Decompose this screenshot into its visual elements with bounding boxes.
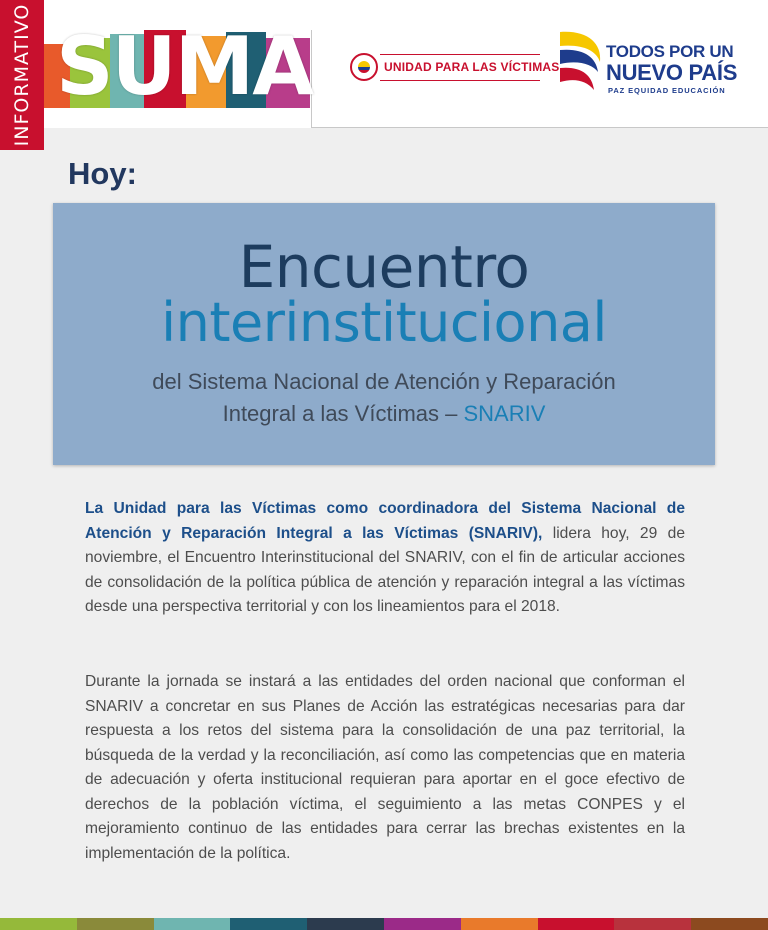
- color-bar-segment: [461, 918, 538, 930]
- unidad-rule-top: [380, 54, 540, 55]
- banner-subtitle-line1: del Sistema Nacional de Atención y Reparación: [152, 369, 616, 394]
- banner-subtitle-text: Integral a las Víctimas –: [222, 401, 464, 426]
- header: [0, 0, 768, 128]
- unidad-rule-bottom: [380, 80, 540, 81]
- hoy-heading: Hoy:: [68, 156, 137, 191]
- color-bar-segment: [77, 918, 154, 930]
- banner-subtitle-line2: [53, 401, 715, 427]
- bottom-color-bar: [0, 918, 768, 930]
- todos-line3: PAZ EQUIDAD EDUCACIÓN: [608, 86, 726, 95]
- suma-wordmark: SUMA: [56, 20, 313, 113]
- colombia-seal-icon: [350, 53, 378, 81]
- header-divider-horizontal: [311, 127, 768, 128]
- color-bar-segment: [230, 918, 307, 930]
- flag-swoosh-icon: [556, 28, 606, 100]
- color-bar-segment: [307, 918, 384, 930]
- snariv-highlight: SNARIV: [463, 401, 546, 426]
- unidad-victimas-logo: [350, 50, 560, 86]
- color-bar-segment: [614, 918, 691, 930]
- paragraph-1-lead: La Unidad para las Víctimas como coordinadora del Sistema Nacional de Atención y Reparación Integral a las Víctimas (SNARIV),: [85, 500, 685, 542]
- todos-line1: TODOS POR UN: [606, 42, 734, 61]
- event-banner: [53, 203, 715, 465]
- banner-title-line1: Encuentro: [238, 233, 530, 301]
- todos-line2: NUEVO PAÍS: [606, 60, 738, 85]
- banner-title-line2: interinstitucional: [161, 291, 607, 354]
- color-bar-segment: [691, 918, 768, 930]
- color-bar-segment: [0, 918, 77, 930]
- color-bar-segment: [538, 918, 615, 930]
- paragraph-1: [85, 497, 685, 620]
- todos-por-un-nuevo-pais-logo: [556, 28, 756, 104]
- color-bar-segment: [384, 918, 461, 930]
- paragraph-1-rest: lidera hoy, 29 de noviembre, el Encuentro Interinstitucional del SNARIV, con el fin de articular acciones de consolidación de la política pública de atención y reparación integral a las víctimas desde una perspectiva territorial y con los lineamientos para el 2018.: [85, 524, 685, 615]
- paragraph-2: Durante la jornada se instará a las entidades del orden nacional que conforman el SNARIV a concretar en sus Planes de Acción las estratégicas necesarias para dar respuesta a los retos del sistema para la consolidación de una paz territorial, la búsqueda de la verdad y la reconciliación, así como las competencias que en materia de adecuación y oferta institucional requieran para aportar en el goce efectivo de derechos de la población víctima, el seguimiento a las metas CONPES y el mejoramiento continuo de las entidades para cerrar las brechas existentes en la implementación de la política.: [85, 673, 685, 862]
- informativo-label: INFORMATIVO: [11, 3, 33, 147]
- informativo-tab: [0, 0, 44, 150]
- color-bar-segment: [154, 918, 231, 930]
- unidad-label: UNIDAD PARA LAS VÍCTIMAS: [384, 60, 560, 74]
